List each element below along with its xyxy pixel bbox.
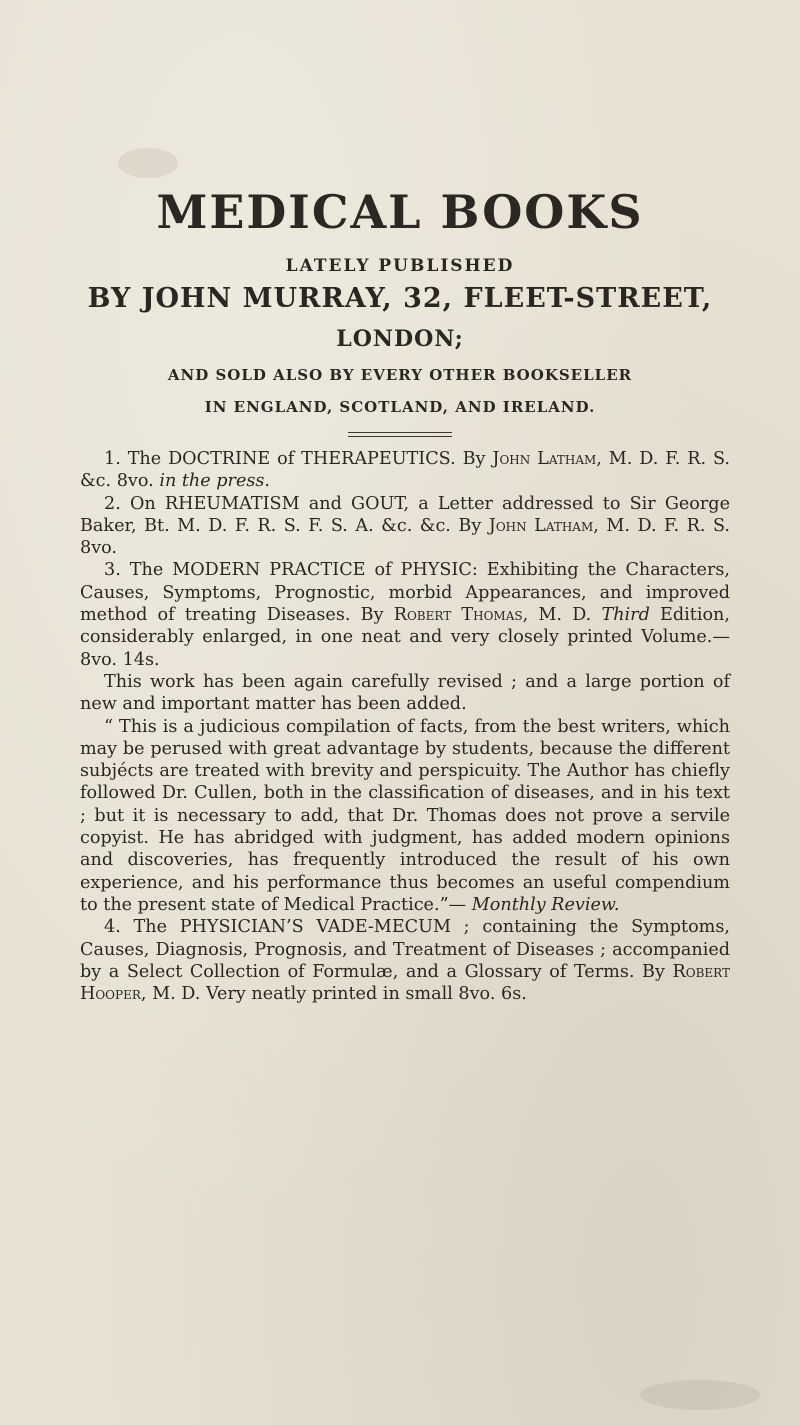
author-name: John Latham [492, 449, 597, 469]
author-name: Robert Thomas [393, 605, 523, 626]
author-name: Robert Hooper [80, 961, 730, 1005]
city-line: LONDON; [336, 326, 464, 352]
review-source: Monthly Review. [471, 894, 620, 915]
page-title: MEDICAL BOOKS [156, 185, 644, 239]
paper-stain [118, 148, 178, 178]
edition-word: Third [601, 605, 650, 626]
revision-note: This work has been again carefully revised ; and a large portion of new and important matter has been added. [80, 671, 730, 715]
ornamental-rule [348, 432, 452, 437]
sold-line: AND SOLD ALSO BY EVERY OTHER BOOKSELLER [167, 366, 633, 384]
book-entry-3: 3. The MODERN PRACTICE of PHYSIC: Exhibiting the Characters, Causes, Symptoms, Prognostic, morbid Appearances, and improved method of treating Diseases. By Robert Thomas, M. D. Third Edition, considerably enlarged, in one neat and very closely printed Volume.— 8vo. 14s. [80, 560, 730, 670]
paper-stain [640, 1380, 760, 1410]
book-entry-1: 1. The DOCTRINE of THERAPEUTICS. By John Latham, M. D. F. R. S. &c. 8vo. in the press. [80, 449, 730, 492]
press-note: in the press. [159, 471, 271, 492]
publisher-line: BY JOHN MURRAY, 32, FLEET-STREET, [87, 283, 713, 314]
author-name: John Latham [488, 515, 594, 536]
book-entry-4: 4. The PHYSICIAN’S VADE-MECUM ; containing the Symptoms, Causes, Diagnosis, Prognosis, and Treatment of Diseases ; accompanied by a Select Collection of Formulæ, and a Glossary of Terms. By Robert Hooper, M. D. Very neatly printed in small 8vo. 6s. [80, 917, 730, 1005]
regions-line: IN ENGLAND, SCOTLAND, AND IRELAND. [204, 398, 596, 416]
page-subtitle: LATELY PUBLISHED [285, 256, 515, 276]
book-list [80, 448, 730, 1005]
book-entry-2: 2. On RHEUMATISM and GOUT, a Letter addressed to Sir George Baker, Bt. M. D. F. R. S. F. S. A. &c. &c. By John Latham, M. D. F. R. S. 8vo. [80, 493, 730, 559]
review-quote: “ This is a judicious compilation of facts, from the best writers, which may be perused with great advantage by students, because the different subjécts are treated with brevity and perspicuity. The Author has chiefly followed Dr. Cullen, both in the classification of diseases, and in his text ; but it is necessary to add, that Dr. Thomas does not prove a servile copyist. He has abridged with judgment, has added modern opinions and discoveries, has frequently introduced the result of his own experience, and his performance thus becomes an useful compendium to the present state of Medical Practice.”— Monthly Review. [80, 716, 730, 915]
